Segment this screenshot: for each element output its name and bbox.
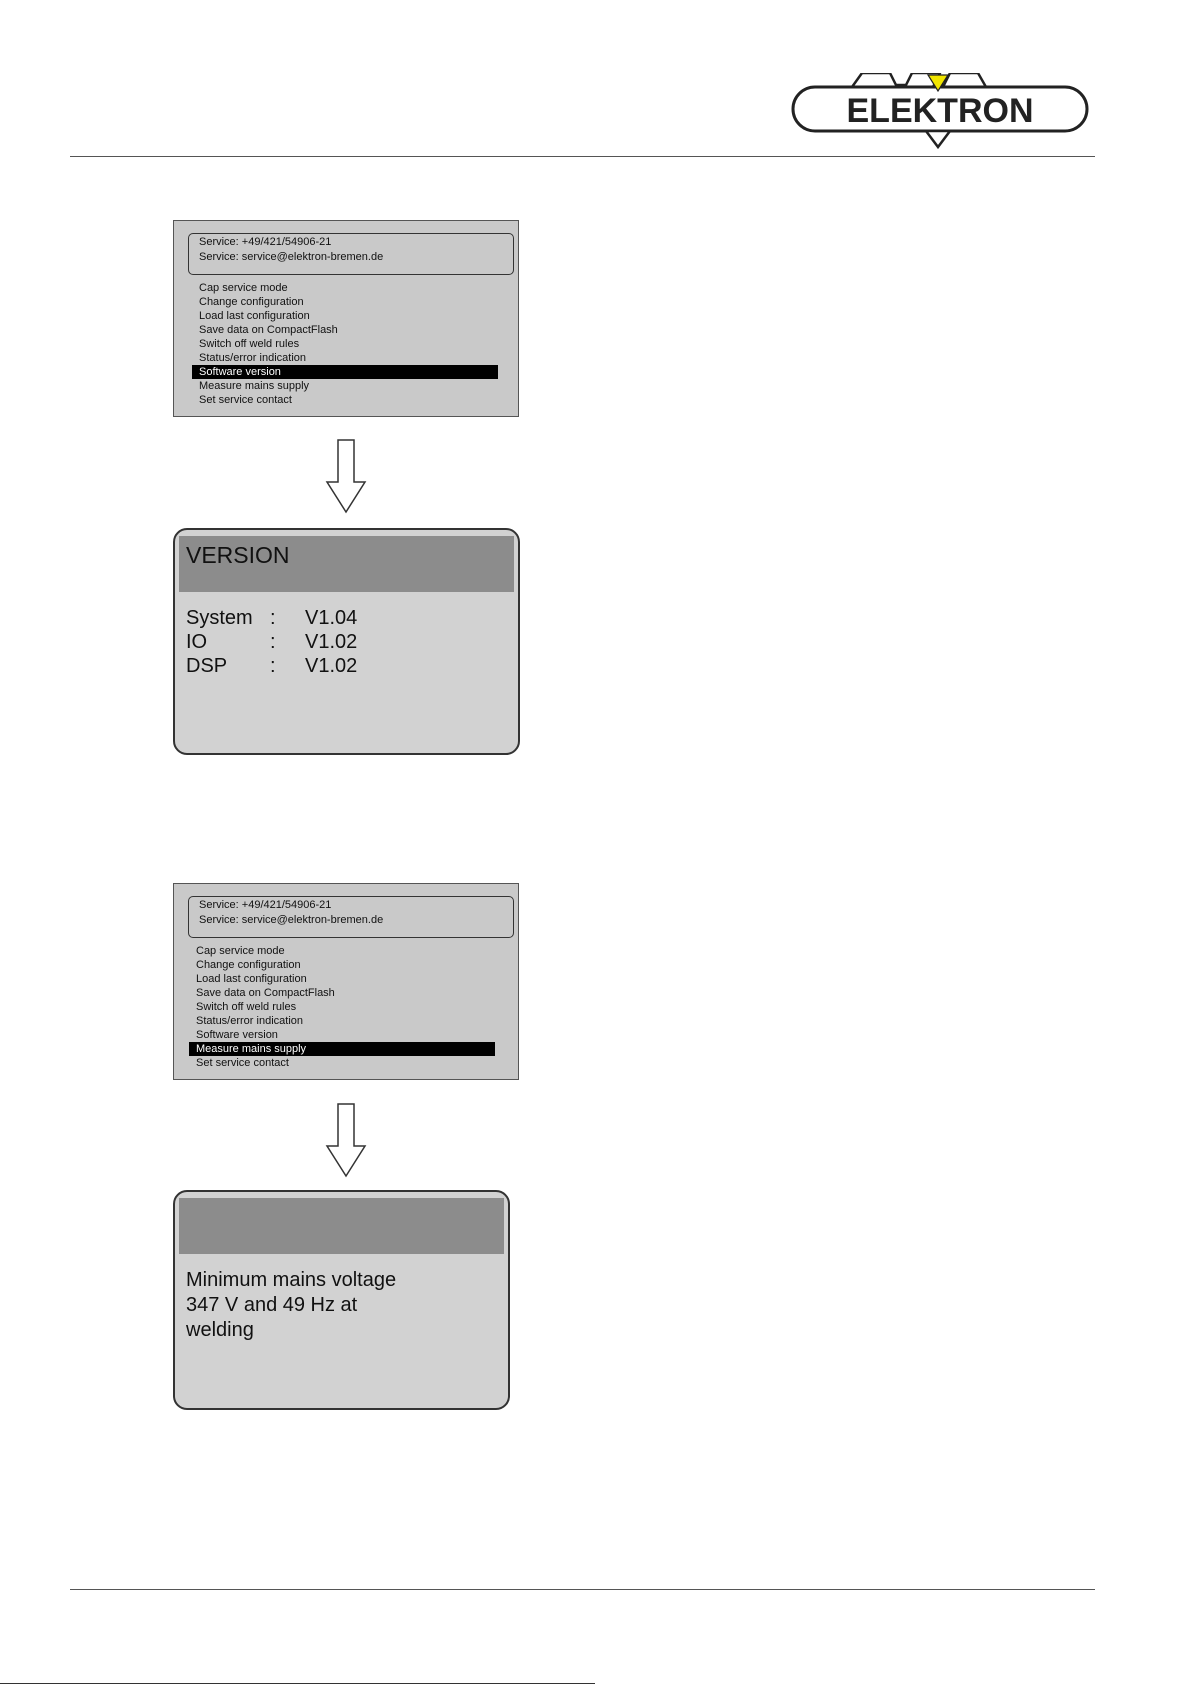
service-menu-list (189, 944, 495, 1070)
mains-line: Minimum mains voltage (186, 1269, 397, 1291)
version-separator: : (270, 655, 276, 677)
mains-supply-screen (173, 1190, 510, 1410)
version-value: V1.02 (305, 631, 358, 653)
service-menu-screen (173, 883, 519, 1080)
menu-item-cap-service-mode[interactable]: Cap service mode (199, 282, 288, 294)
mains-line: 347 V and 49 Hz at (186, 1294, 358, 1316)
menu-item-software-version[interactable]: Software version (196, 1029, 278, 1041)
menu-item-measure-mains-supply[interactable]: Measure mains supply (199, 380, 310, 392)
mains-line: welding (186, 1319, 254, 1341)
footer-rule (70, 1589, 1095, 1590)
version-row-dsp (186, 654, 357, 678)
version-label: DSP (186, 655, 228, 677)
menu-item-load-last-configuration[interactable]: Load last configuration (199, 310, 310, 322)
elektron-logo (790, 73, 1090, 151)
mains-title (179, 1198, 504, 1254)
version-table (186, 606, 357, 678)
version-value: V1.02 (305, 655, 358, 677)
version-title: VERSION (179, 536, 514, 592)
service-contact-box (188, 896, 514, 938)
menu-item-set-service-contact[interactable]: Set service contact (196, 1057, 289, 1069)
bottom-edge-rule (0, 1683, 595, 1684)
menu-item-load-last-configuration[interactable]: Load last configuration (196, 973, 307, 985)
version-label: IO (186, 631, 208, 653)
service-phone: Service: +49/421/54906-21 (199, 236, 332, 248)
service-menu-screen (173, 220, 519, 417)
menu-item-change-configuration[interactable]: Change configuration (199, 296, 304, 308)
logo-text: ELEKTRON (846, 92, 1034, 130)
version-separator: : (270, 631, 276, 653)
version-row-system (186, 606, 357, 630)
service-phone: Service: +49/421/54906-21 (199, 899, 332, 911)
mains-message (186, 1268, 486, 1343)
service-contact-box (188, 233, 514, 275)
service-email: Service: service@elektron-bremen.de (199, 251, 384, 263)
menu-item-cap-service-mode[interactable]: Cap service mode (196, 945, 285, 957)
service-email: Service: service@elektron-bremen.de (199, 914, 384, 926)
menu-item-set-service-contact[interactable]: Set service contact (199, 394, 292, 406)
menu-item-save-data-compactflash[interactable]: Save data on CompactFlash (196, 987, 335, 999)
version-separator: : (270, 607, 276, 629)
menu-item-status-error-indication[interactable]: Status/error indication (199, 352, 306, 364)
arrow-down-icon (325, 1102, 367, 1178)
version-value: V1.04 (305, 607, 358, 629)
service-menu-list (192, 281, 498, 407)
arrow-down-icon (325, 438, 367, 514)
version-label: System (186, 607, 253, 629)
header-rule (70, 156, 1095, 157)
menu-item-software-version[interactable]: Software version (192, 365, 498, 379)
version-row-io (186, 630, 357, 654)
menu-item-change-configuration[interactable]: Change configuration (196, 959, 301, 971)
menu-item-switch-off-weld-rules[interactable]: Switch off weld rules (199, 338, 300, 350)
menu-item-status-error-indication[interactable]: Status/error indication (196, 1015, 303, 1027)
menu-item-switch-off-weld-rules[interactable]: Switch off weld rules (196, 1001, 297, 1013)
menu-item-save-data-compactflash[interactable]: Save data on CompactFlash (199, 324, 338, 336)
menu-item-measure-mains-supply[interactable]: Measure mains supply (189, 1042, 495, 1056)
version-screen (173, 528, 520, 755)
